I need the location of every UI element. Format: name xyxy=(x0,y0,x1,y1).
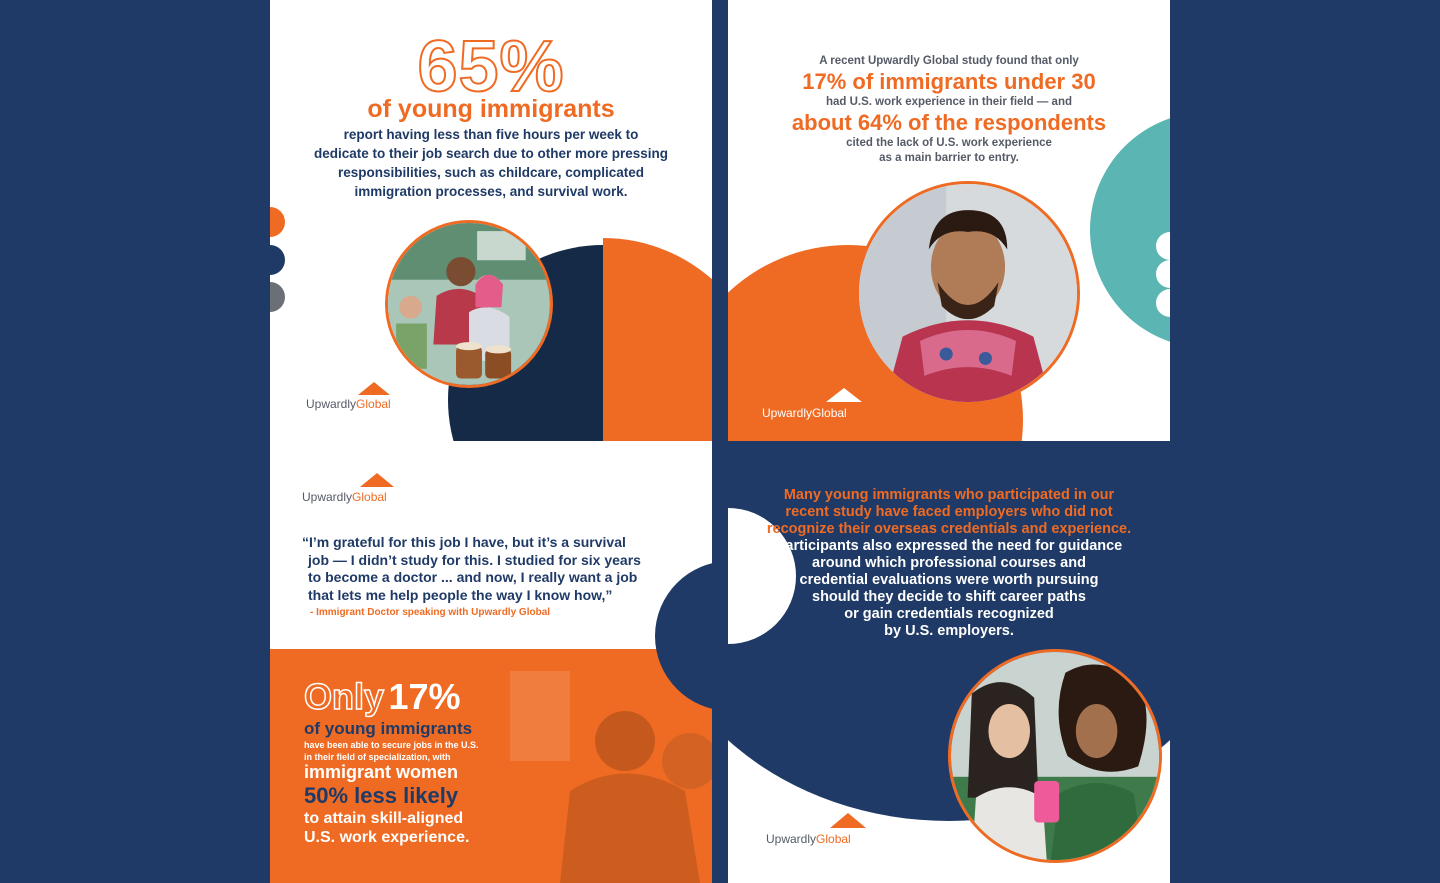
logo-roof-icon xyxy=(360,473,394,487)
photo-teacher-children xyxy=(385,220,553,388)
quote-line: job — I didn’t study for this. I studied for six years xyxy=(308,551,641,568)
logo-roof-icon xyxy=(358,382,390,395)
quote-attribution: - Immigrant Doctor speaking with Upwardly Global xyxy=(310,607,551,618)
decor-dot-orange xyxy=(270,207,285,237)
credentials-orange-line: Many young immigrants who participated in our xyxy=(783,487,1115,503)
panel-young-immigrants-65 xyxy=(270,0,712,441)
stat-less-likely: 50% less likely xyxy=(304,783,459,808)
upwardly-global-logo: UpwardlyGlobal xyxy=(306,397,391,411)
study-highlight: about 64% of the respondents xyxy=(791,110,1107,135)
body-line: dedicate to their job search due to other more pressing xyxy=(313,146,669,161)
decor-dot-gray xyxy=(270,282,285,312)
study-line: A recent Upwardly Global study found that only xyxy=(819,55,1079,67)
upwardly-global-logo: UpwardlyGlobal xyxy=(302,490,387,504)
panel-quote-and-stat xyxy=(270,441,712,883)
photo-two-women-phone xyxy=(948,649,1162,863)
stat-subtitle: of young immigrants xyxy=(367,95,615,123)
upwardly-global-logo: UpwardlyGlobal xyxy=(762,406,847,420)
credentials-white-line: Participants also expressed the need for guidance xyxy=(775,538,1123,554)
study-line: cited the lack of U.S. work experience xyxy=(846,137,1052,149)
panel-work-experience-study xyxy=(728,0,1170,441)
quote-line: to become a doctor ... and now, I really want a job xyxy=(308,569,638,585)
logo-roof-icon xyxy=(826,388,862,402)
credentials-white-line: or gain credentials recognized xyxy=(844,606,1054,622)
study-line: as a main barrier to entry. xyxy=(879,152,1019,164)
credentials-white-line: credential evaluations were worth pursuing xyxy=(799,572,1099,588)
credentials-white-line: by U.S. employers. xyxy=(884,623,1014,639)
study-highlight: 17% of immigrants under 30 xyxy=(802,69,1096,94)
body-line: report having less than five hours per week to xyxy=(343,127,639,142)
panel-credentials xyxy=(728,441,1170,883)
credentials-text xyxy=(728,487,1170,640)
stat-small-text: have been able to secure jobs in the U.S. in their field of specialization, with xyxy=(304,740,479,762)
study-line: had U.S. work experience in their field — and xyxy=(825,96,1073,108)
doctor-quote xyxy=(302,534,682,604)
stat-subtitle: of young immigrants xyxy=(304,719,473,738)
photo-young-man xyxy=(856,181,1080,405)
credentials-white-line: should they decide to shift career paths xyxy=(812,589,1086,605)
decor-dot-navy xyxy=(270,245,285,275)
quote-line: “I’m grateful for this job I have, but it’s a survival xyxy=(302,534,626,550)
stat-women: immigrant women xyxy=(304,762,459,782)
study-text xyxy=(728,54,1170,166)
body-line: immigration processes, and survival work. xyxy=(354,184,628,199)
credentials-orange-line: recognize their overseas credentials and experience. xyxy=(766,521,1132,537)
stat-65-percent: 65% xyxy=(417,27,565,107)
upwardly-global-logo: UpwardlyGlobal xyxy=(766,832,851,846)
stat-end: to attain skill-aligned U.S. work experience. xyxy=(304,810,470,846)
decor-orange-half xyxy=(603,238,712,441)
stat-value: 17% xyxy=(388,676,461,717)
body-line: responsibilities, such as childcare, complicated xyxy=(337,165,645,180)
logo-roof-icon xyxy=(830,813,866,828)
stat-body xyxy=(270,125,712,201)
quote-line: that lets me help people the way I know how,” xyxy=(308,586,613,603)
credentials-white-line: around which professional courses and xyxy=(812,555,1086,571)
stat-17-percent xyxy=(304,676,461,717)
stat-only: Only xyxy=(304,676,385,717)
credentials-orange-line: recent study have faced employers who did not xyxy=(785,504,1113,520)
